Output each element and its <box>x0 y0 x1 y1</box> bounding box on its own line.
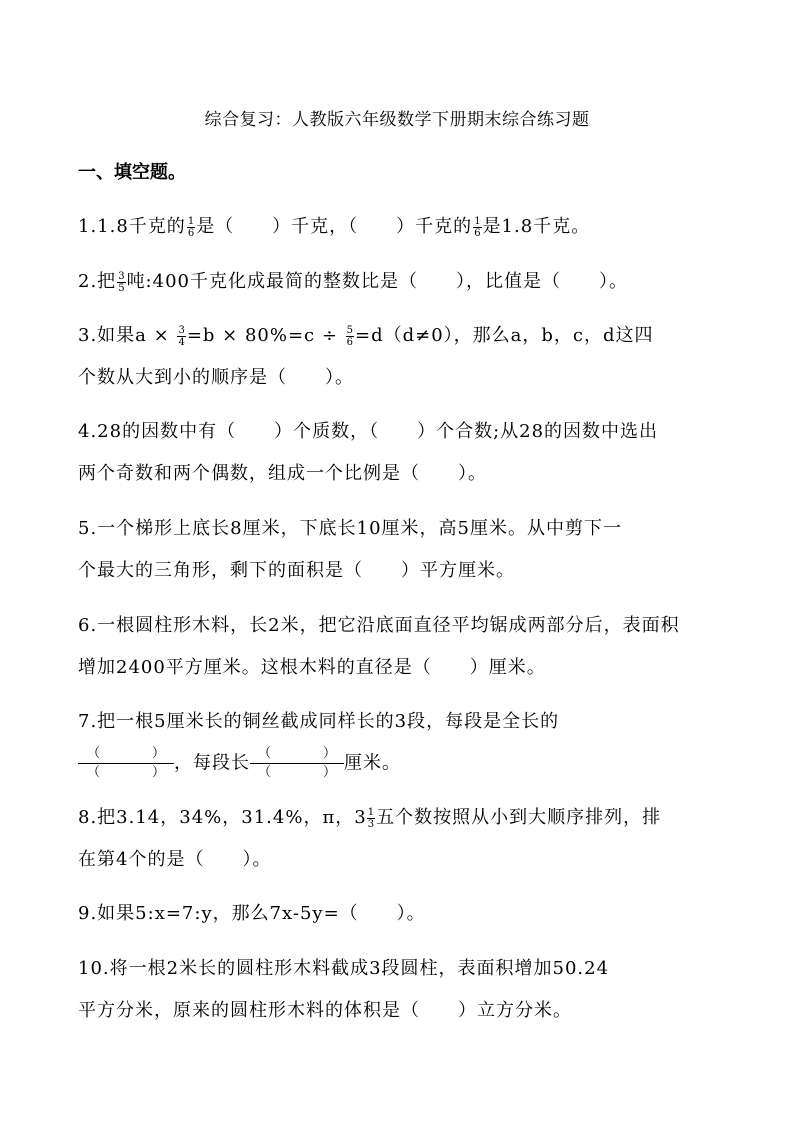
question-7-line-1: 7.把一根5厘米长的铜丝截成同样长的3段，每段是全长的 <box>78 711 560 732</box>
q7-text-end: 厘米。 <box>344 752 401 774</box>
q8-mixed-whole: 3 <box>354 807 366 828</box>
q1-frac1-numerator: 1 <box>187 215 195 227</box>
question-4-line-2: 两个奇数和两个偶数，组成一个比例是（ ）。 <box>78 463 487 484</box>
question-6-line-1: 6.一根圆柱形木料，长2米，把它沿底面直径平均锯成两部分后，表面积 <box>78 615 680 636</box>
question-4-line-1: 4.28的因数中有（ ）个质数，（ ）个合数;从28的因数中选出 <box>78 421 659 442</box>
q3-frac2-denominator: 6 <box>346 336 354 348</box>
q3-fraction-2 <box>346 325 354 348</box>
q1-frac1-denominator: 6 <box>187 227 195 239</box>
q1-text-c: 是1.8千克。 <box>482 216 591 237</box>
q3-text-c: =d（d≠0），那么a，b，c，d这四 <box>355 325 654 346</box>
q2-frac-numerator: 3 <box>118 270 125 282</box>
q2-text-b: 吨:400千克化成最简的整数比是（ ），比值是（ ）。 <box>126 271 628 292</box>
q1-frac2-numerator: 1 <box>474 215 481 227</box>
question-3-line-2: 个数从大到小的顺序是（ ）。 <box>78 367 354 388</box>
question-6-line-2: 增加2400平方厘米。这根木料的直径是（ ）厘米。 <box>78 657 546 678</box>
q8-mixed-numerator: 1 <box>367 806 375 818</box>
question-8-line-1 <box>78 804 661 832</box>
q7-blank2-numerator: （ ） <box>250 745 344 764</box>
q1-text-a: 1.1.8千克的 <box>78 216 186 237</box>
page-title: 综合复习：人教版六年级数学下册期末综合练习题 <box>204 110 590 130</box>
q1-fraction-2 <box>473 216 481 239</box>
q7-text-mid: ，每段长 <box>174 752 250 774</box>
question-3-line-1 <box>78 322 654 350</box>
q8-mixed-fraction <box>367 807 375 830</box>
question-2 <box>78 268 628 296</box>
section-heading: 一、填空题。 <box>78 162 186 183</box>
question-7-line-2 <box>78 745 401 782</box>
question-9: 9.如果5:x=7:y，那么7x-5y=（ ）。 <box>78 903 426 924</box>
q7-blank1-numerator: （ ） <box>78 745 174 764</box>
q3-frac2-numerator: 5 <box>346 324 354 336</box>
q2-frac-denominator: 5 <box>118 282 125 294</box>
q1-text-b: 是（ ）千克，（ ）千克的 <box>196 216 473 237</box>
question-10-line-1: 10.将一根2米长的圆柱形木料截成3段圆柱，表面积增加50.24 <box>78 958 610 979</box>
question-5-line-1: 5.一个梯形上底长8厘米，下底长10厘米，高5厘米。从中剪下一 <box>78 518 622 539</box>
q3-frac1-numerator: 3 <box>178 324 185 336</box>
q7-blank1-denominator: （ ） <box>86 765 165 780</box>
q3-frac1-denominator: 4 <box>178 336 185 348</box>
q2-fraction <box>117 271 125 294</box>
question-8-line-2: 在第4个的是（ ）。 <box>78 849 272 870</box>
q7-fraction-blank-2 <box>250 745 344 782</box>
q1-fraction-1 <box>187 216 195 239</box>
q7-blank2-denominator: （ ） <box>257 765 336 780</box>
q7-fraction-blank-1 <box>78 745 174 782</box>
q1-frac2-denominator: 6 <box>474 227 481 239</box>
q2-text-a: 2.把 <box>78 271 117 292</box>
q8-text-b: 五个数按照从小到大顺序排列，排 <box>376 807 662 828</box>
question-10-line-2: 平方分米，原来的圆柱形木料的体积是（ ）立方分米。 <box>78 1000 572 1021</box>
q3-text-b: =b × 80%=c ÷ <box>186 325 345 346</box>
question-5-line-2: 个最大的三角形，剩下的面积是（ ）平方厘米。 <box>78 560 515 581</box>
q3-fraction-1 <box>177 325 185 348</box>
question-1 <box>78 213 590 241</box>
q8-text-a: 8.把3.14，34%，31.4%，π， <box>78 807 355 828</box>
q8-mixed-denominator: 3 <box>367 818 375 830</box>
q3-text-a: 3.如果a × <box>78 325 177 346</box>
